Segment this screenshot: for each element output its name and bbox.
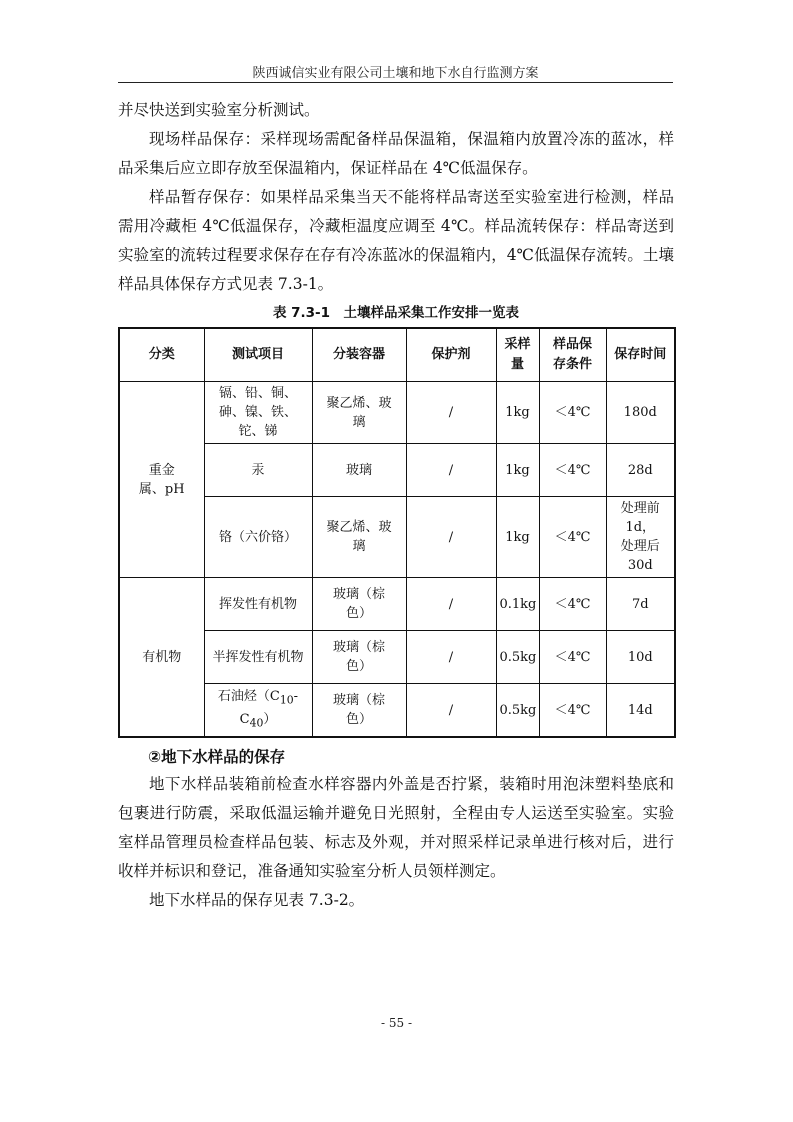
header-container: 分装容器: [312, 328, 406, 382]
section-heading: ②地下水样品的保存: [148, 748, 286, 766]
soil-sample-table: [118, 327, 676, 738]
header-amount: 采样 量: [496, 328, 539, 382]
cell-amount: 0.1kg: [496, 578, 539, 631]
table-caption: 表 7.3-1 土壤样品采集工作安排一览表: [272, 305, 520, 321]
paragraph-continuation: 并尽快送到实验室分析测试。: [118, 101, 320, 119]
cell-test-item: 铬（六价铬）: [204, 497, 312, 578]
cell-test-item: 半挥发性有机物: [204, 631, 312, 684]
cell-container: 聚乙烯、玻 璃: [312, 497, 406, 578]
header-condition: 样品保 存条件: [539, 328, 606, 382]
cell-condition: ＜4℃: [539, 578, 606, 631]
table-row: [119, 578, 675, 631]
header-storage-time: 保存时间: [606, 328, 675, 382]
header-preservative: 保护剂: [406, 328, 496, 382]
cell-preservative: /: [406, 497, 496, 578]
cell-test-item: 挥发性有机物: [204, 578, 312, 631]
cell-preservative: /: [406, 382, 496, 444]
page-number: - 55 -: [380, 1016, 412, 1030]
cell-test-item: 镉、铅、铜、 砷、镍、铁、 铊、锑: [204, 382, 312, 444]
cell-test-item: 石油烃（$C_{10}-$ $C_{40}$）: [204, 684, 312, 738]
table-header-row: [119, 328, 675, 382]
cell-container: 玻璃: [312, 444, 406, 497]
cell-container: 玻璃（棕 色）: [312, 684, 406, 738]
cell-test-item: 汞: [204, 444, 312, 497]
cell-storage-time: 28d: [606, 444, 675, 497]
cell-storage-time: 处理前 1d， 处理后 30d: [606, 497, 675, 578]
group-organics: 有机物: [119, 578, 204, 738]
group-heavy-metals: 重金 属、pH: [119, 382, 204, 578]
cell-amount: 1kg: [496, 444, 539, 497]
cell-condition: ＜4℃: [539, 684, 606, 738]
paragraph-temporary-storage: 样品暂存保存：如果样品采集当天不能将样品寄送至实验室进行检测，样品需用冷藏柜 4℃低温保存，冷藏柜温度应调至 4℃。样品流转保存：样品寄送到实验室的流转过程要求保存在存有冷冻蓝冰的保温箱内，4℃低温保存流转。土壤样品具体保存方式见表 7.3-1。: [118, 188, 674, 293]
paragraph-groundwater-storage: 地下水样品装箱前检查水样容器内外盖是否拧紧，装箱时用泡沫塑料垫底和包裹进行防震，采取低温运输并避免日光照射，全程由专人运送至实验室。实验室样品管理员检查样品包装、标志及外观，并对照采样记录单进行核对后，进行收样并标识和登记，准备通知实验室分析人员领样测定。: [118, 775, 674, 880]
header-divider: [118, 82, 673, 83]
cell-storage-time: 14d: [606, 684, 675, 738]
header-category: 分类: [119, 328, 204, 382]
cell-storage-time: 7d: [606, 578, 675, 631]
cell-amount: 0.5kg: [496, 631, 539, 684]
cell-storage-time: 10d: [606, 631, 675, 684]
cell-condition: ＜4℃: [539, 444, 606, 497]
header-test-item: 测试项目: [204, 328, 312, 382]
page-body: [118, 96, 674, 915]
cell-amount: 1kg: [496, 382, 539, 444]
cell-container: 玻璃（棕 色）: [312, 578, 406, 631]
cell-preservative: /: [406, 444, 496, 497]
paragraph-onsite-storage: 现场样品保存：采样现场需配备样品保温箱，保温箱内放置冷冻的蓝冰，样品采集后应立即存放至保温箱内，保证样品在 4℃低温保存。: [118, 130, 674, 177]
cell-preservative: /: [406, 578, 496, 631]
table-row: [119, 382, 675, 444]
cell-preservative: /: [406, 631, 496, 684]
cell-amount: 0.5kg: [496, 684, 539, 738]
running-header: 陕西诚信实业有限公司土壤和地下水自行监测方案: [252, 66, 539, 81]
cell-container: 玻璃（棕 色）: [312, 631, 406, 684]
cell-storage-time: 180d: [606, 382, 675, 444]
cell-condition: ＜4℃: [539, 497, 606, 578]
cell-condition: ＜4℃: [539, 382, 606, 444]
paragraph-groundwater-table-ref: 地下水样品的保存见表 7.3-2。: [149, 891, 365, 909]
cell-preservative: /: [406, 684, 496, 738]
cell-container: 聚乙烯、玻 璃: [312, 382, 406, 444]
cell-amount: 1kg: [496, 497, 539, 578]
cell-condition: ＜4℃: [539, 631, 606, 684]
